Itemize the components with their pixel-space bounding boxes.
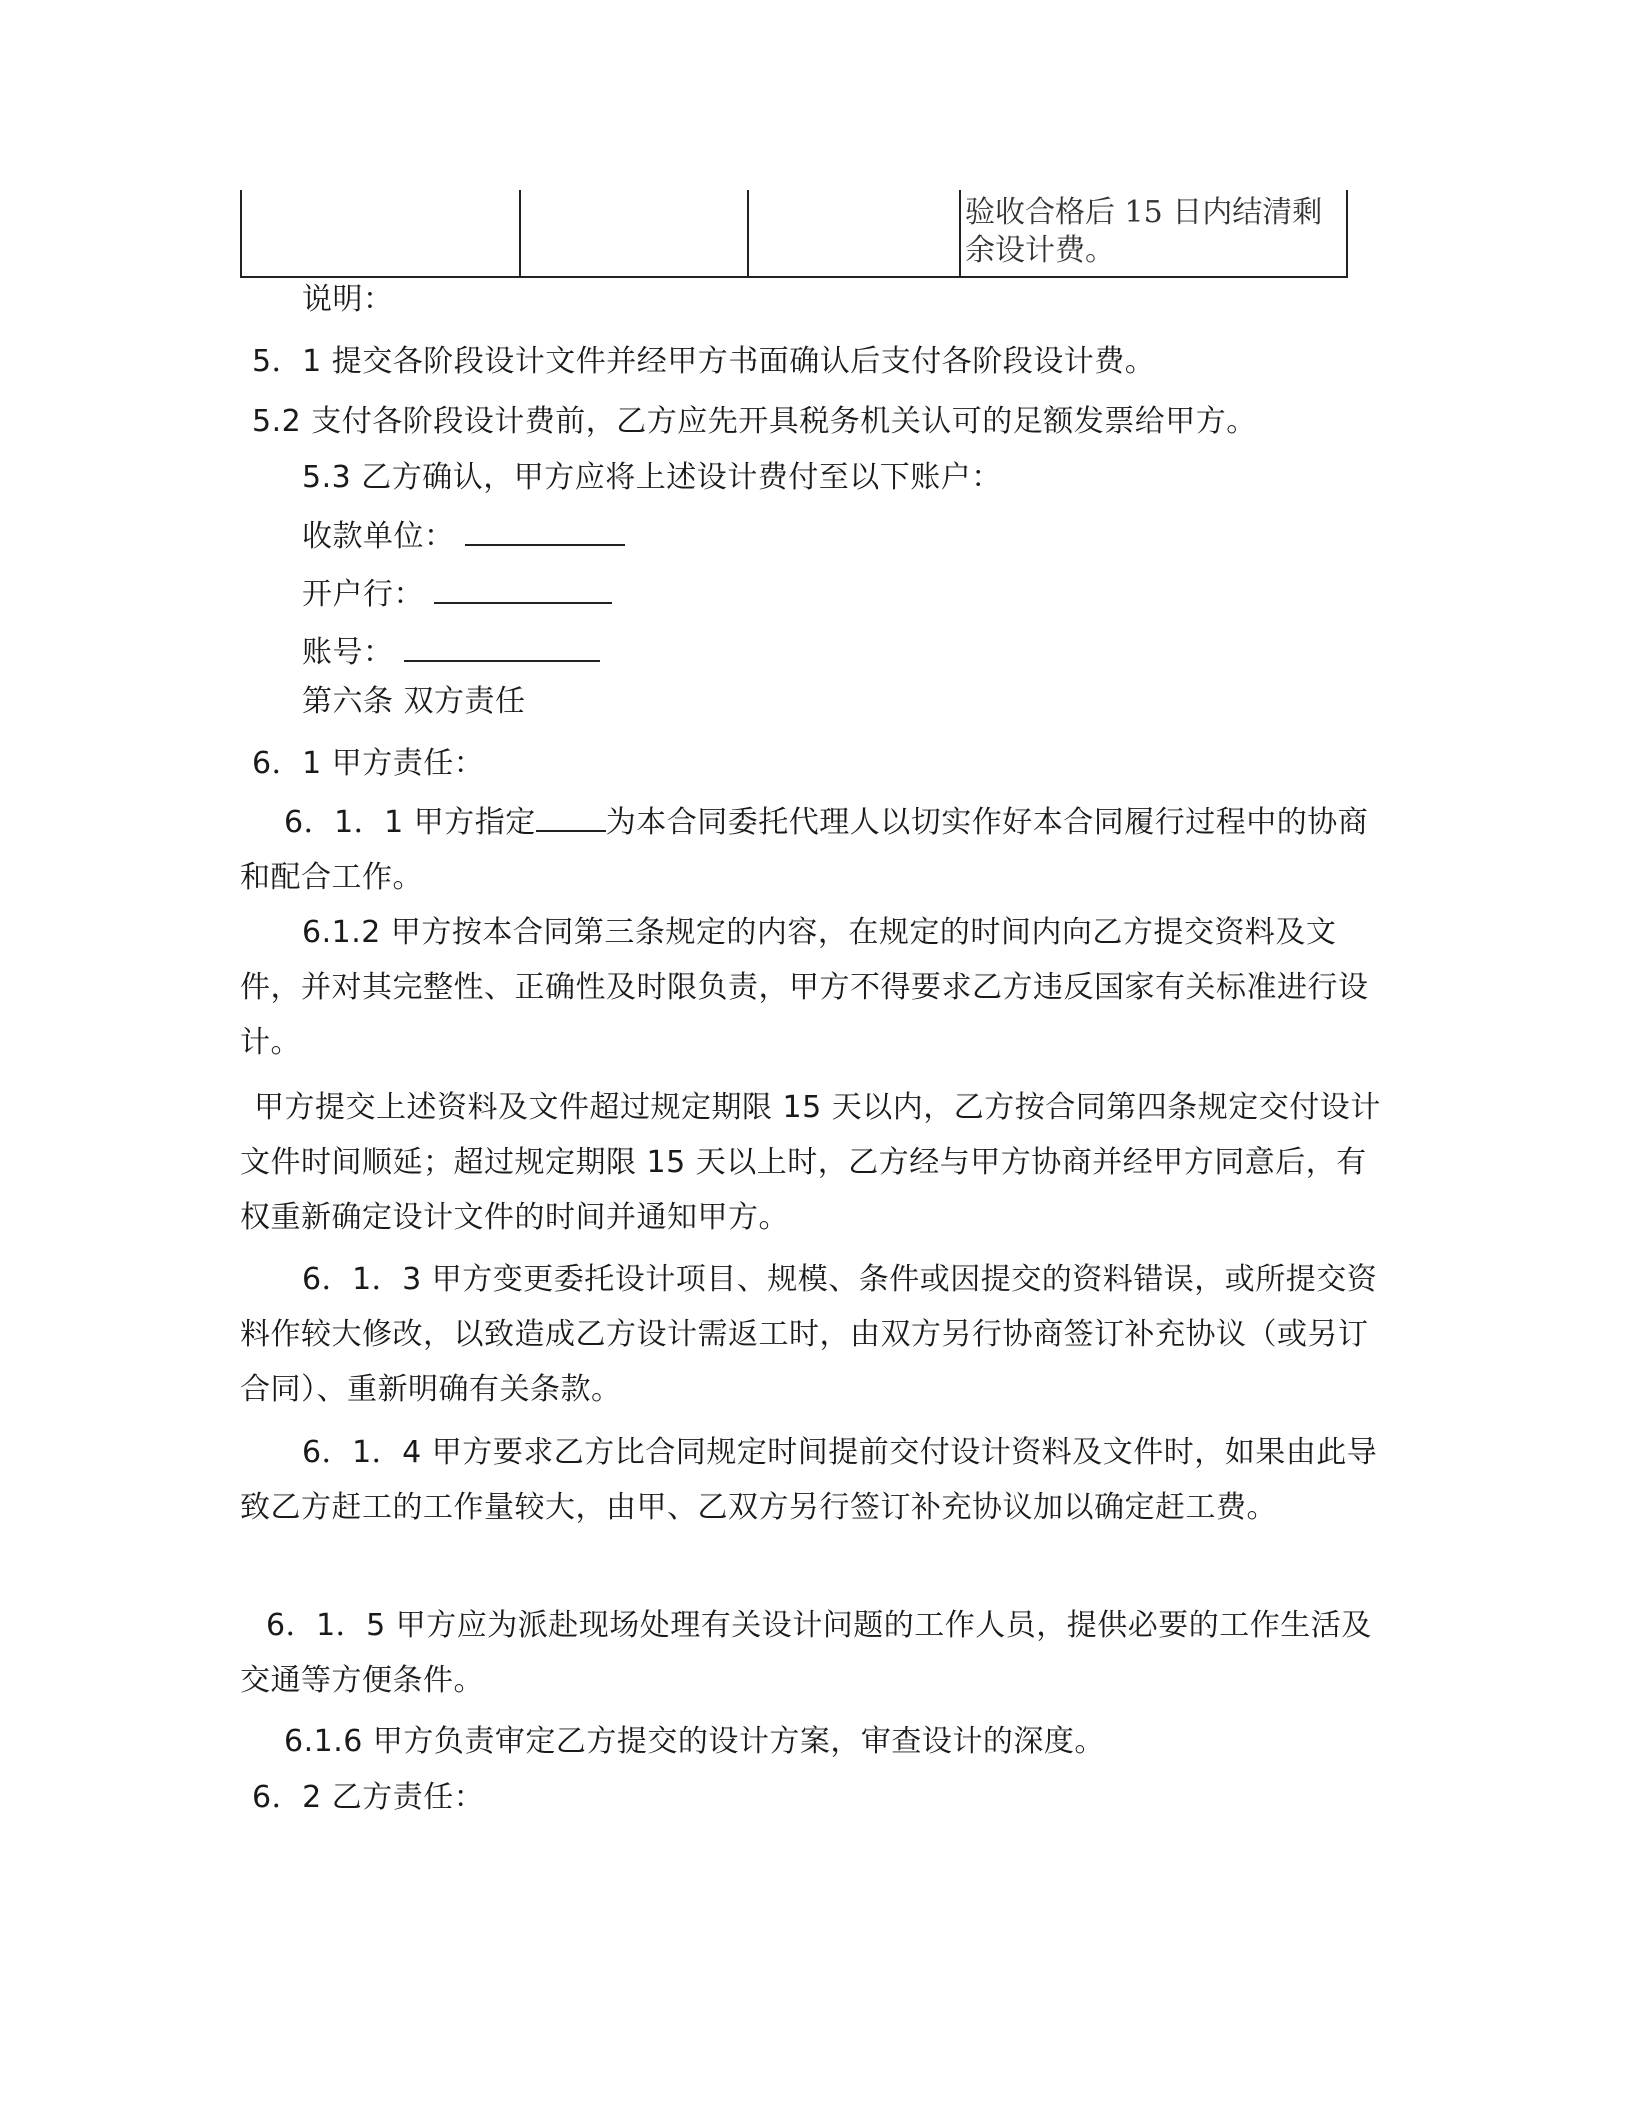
table-cell-payment-terms: 验收合格后 15 日内结清剩余设计费。 xyxy=(965,195,1323,268)
payee-blank xyxy=(465,514,625,546)
clause-6-1-1-part2: 为本合同委托代理人以切实作好本合同履行过程中的协商和配合工作。 xyxy=(240,805,1369,895)
clause-5-3: 5.3 乙方确认，甲方应将上述设计费付至以下账户： xyxy=(302,460,1002,495)
table-cell xyxy=(749,190,961,276)
table-cell xyxy=(521,190,749,276)
agent-blank xyxy=(536,800,606,832)
bank-field xyxy=(302,572,612,615)
clause-6-1: 6．1 甲方责任： xyxy=(252,746,485,781)
article-6-heading: 第六条 双方责任 xyxy=(302,684,526,719)
bank-label: 开户行： xyxy=(302,577,424,612)
clause-5-1: 5．1 提交各阶段设计文件并经甲方书面确认后支付各阶段设计费。 xyxy=(252,344,1156,379)
account-field xyxy=(302,630,600,673)
clause-6-1-2-continued: 甲方提交上述资料及文件超过规定期限 15 天以内，乙方按合同第四条规定交付设计文件时间顺延；超过规定期限 15 天以上时，乙方经与甲方协商并经甲方同意后，有权重新确定设计文件的时间并通知甲方。 xyxy=(240,1090,1381,1235)
account-label: 账号： xyxy=(302,635,394,670)
table-cell xyxy=(242,190,521,276)
clause-5-2: 5.2 支付各阶段设计费前，乙方应先开具税务机关认可的足额发票给甲方。 xyxy=(252,404,1257,439)
account-blank xyxy=(404,630,600,662)
clause-6-1-1 xyxy=(240,795,1390,905)
clause-6-1-1-part1: 6．1．1 甲方指定 xyxy=(284,805,536,840)
payee-field xyxy=(302,514,625,557)
bank-blank xyxy=(434,572,612,604)
payment-table-fragment xyxy=(240,190,1348,278)
clause-6-1-3: 6．1．3 甲方变更委托设计项目、规模、条件或因提交的资料错误，或所提交资料作较大修改，以致造成乙方设计需返工时，由双方另行协商签订补充协议（或另订合同）、重新明确有关条款。 xyxy=(240,1262,1378,1407)
clause-6-1-2: 6.1.2 甲方按本合同第三条规定的内容，在规定的时间内向乙方提交资料及文件，并对其完整性、正确性及时限负责，甲方不得要求乙方违反国家有关标准进行设计。 xyxy=(240,915,1369,1060)
clause-6-1-5: 6．1．5 甲方应为派赴现场处理有关设计问题的工作人员，提供必要的工作生活及交通等方便条件。 xyxy=(240,1608,1372,1698)
note-label: 说明： xyxy=(302,282,394,317)
clause-6-1-4: 6．1．4 甲方要求乙方比合同规定时间提前交付设计资料及文件时，如果由此导致乙方赶工的工作量较大，由甲、乙双方另行签订补充协议加以确定赶工费。 xyxy=(240,1435,1378,1525)
clause-6-2: 6．2 乙方责任： xyxy=(252,1780,485,1815)
payee-label: 收款单位： xyxy=(302,519,455,554)
clause-6-1-6: 6.1.6 甲方负责审定乙方提交的设计方案，审查设计的深度。 xyxy=(284,1724,1105,1759)
